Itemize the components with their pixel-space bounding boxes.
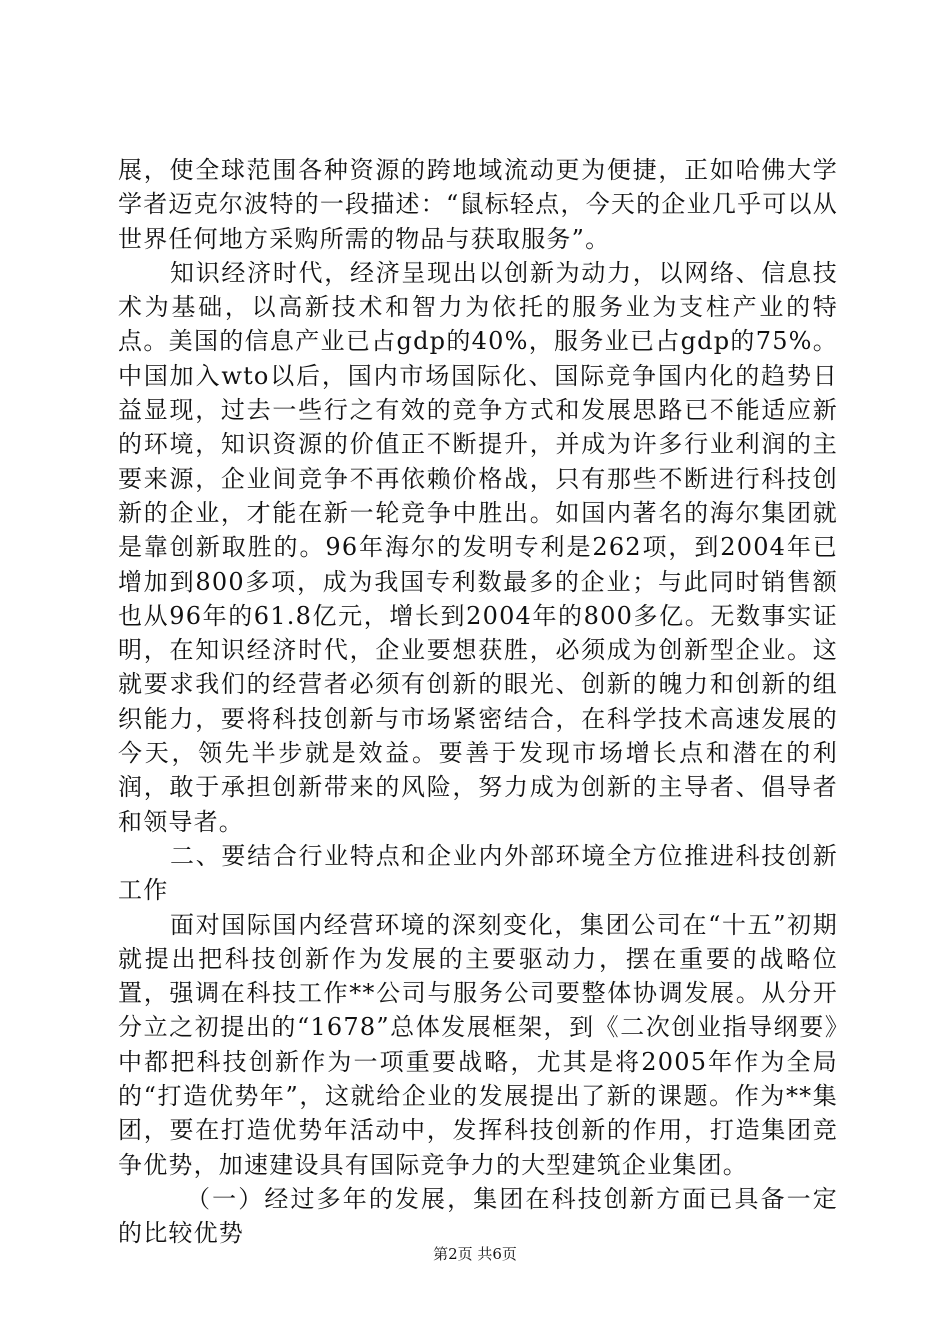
- document-body: [118, 153, 838, 1251]
- paragraph-continuation: 展，使全球范围各种资源的跨地域流动更为便捷，正如哈佛大学学者迈克尔波特的一段描述：“鼠标轻点，今天的企业几乎可以从世界任何地方采购所需的物品与获取服务”。: [118, 156, 838, 253]
- paragraph-knowledge-economy: 知识经济时代，经济呈现出以创新为动力，以网络、信息技术为基础，以高新技术和智力为依托的服务业为支柱产业的特点。美国的信息产业已占gdp的40%，服务业已占gdp的75%。中国加入wto以后，国内市场国际化、国际竞争国内化的趋势日益显现，过去一些行之有效的竞争方式和发展思路已不能适应新的环境，知识资源的价值正不断提升，并成为许多行业利润的主要来源，企业间竞争不再依赖价格战，只有那些不断进行科技创新的企业，才能在新一轮竞争中胜出。如国内著名的海尔集团就是靠创新取胜的。96年海尔的发明专利是262项，到2004年已增加到800多项，成为我国专利数最多的企业；与此同时销售额也从96年的61.8亿元，增长到2004年的800多亿。无数事实证明，在知识经济时代，企业要想获胜，必须成为创新型企业。这就要求我们的经营者必须有创新的眼光、创新的魄力和创新的组织能力，要将科技创新与市场紧密结合，在科学技术高速发展的今天，领先半步就是效益。要善于发现市场增长点和潜在的利润，敢于承担创新带来的风险，努力成为创新的主导者、倡导者和领导者。: [118, 258, 838, 836]
- page-footer: 第2页 共6页: [433, 1245, 517, 1263]
- subsection-heading: （一）经过多年的发展，集团在科技创新方面已具备一定的比较优势: [118, 1184, 838, 1248]
- section-heading: 二、要结合行业特点和企业内外部环境全方位推进科技创新工作: [118, 841, 838, 905]
- paragraph-group-strategy: 面对国际国内经营环境的深刻变化，集团公司在“十五”初期就提出把科技创新作为发展的主要驱动力，摆在重要的战略位置，强调在科技工作**公司与服务公司要整体协调发展。从分开分立之初提出的“1678”总体发展框架，到《二次创业指导纲要》中都把科技创新作为一项重要战略，尤其是将2005年作为全局的“打造优势年”，这就给企业的发展提出了新的课题。作为**集团，要在打造优势年活动中，发挥科技创新的作用，打造集团竞争优势，加速建设具有国际竞争力的大型建筑企业集团。: [118, 910, 838, 1179]
